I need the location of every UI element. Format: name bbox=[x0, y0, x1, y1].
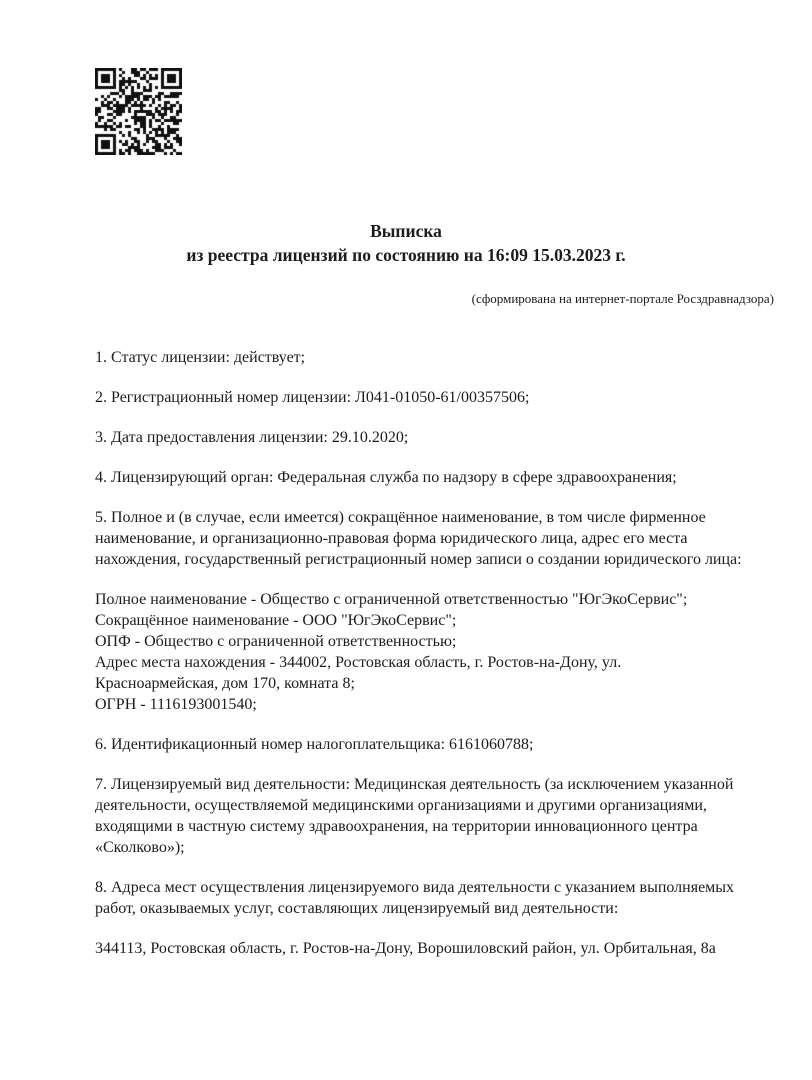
document-body bbox=[95, 347, 746, 959]
item-licensing-authority: 4. Лицензирующий орган: Федеральная служба по надзору в сфере здравоохранения; bbox=[95, 469, 677, 486]
item-licensed-activity: 7. Лицензируемый вид деятельности: Медицинская деятельность (за исключением указанной деятельности, осуществляемой медицинскими организациями и другими организациями, входящими в частную систему здравоохранения, на территории инновационного центра «Сколково»); bbox=[95, 776, 734, 856]
title-line-1: Выписка bbox=[370, 221, 442, 241]
subtitle-row bbox=[0, 290, 812, 307]
item-taxpayer-number: 6. Идентификационный номер налогоплательщика: 6161060788; bbox=[95, 736, 534, 753]
org-short-name: Сокращённое наименование - ООО "ЮгЭкоСервис"; bbox=[95, 612, 457, 629]
qr-code-icon bbox=[95, 68, 182, 155]
org-address: Адрес места нахождения - 344002, Ростовская область, г. Ростов-на-Дону, ул. Красноармейская, дом 170, комната 8; bbox=[95, 654, 622, 692]
item-activity-addresses-heading: 8. Адреса мест осуществления лицензируемого вида деятельности с указанием выполняемых работ, оказываемых услуг, составляющих лицензируемый вид деятельности: bbox=[95, 879, 735, 917]
org-full-name: Полное наименование - Общество с ограниченной ответственностью "ЮгЭкоСервис"; bbox=[95, 591, 688, 608]
generated-on-portal-note: (сформирована на интернет-портале Росздравнадзора) bbox=[471, 291, 774, 306]
title-line-2: из реестра лицензий по состоянию на 16:09 15.03.2023 г. bbox=[186, 245, 626, 265]
org-details-block bbox=[95, 589, 746, 715]
org-ogrn: ОГРН - 1116193001540; bbox=[95, 696, 257, 713]
org-legal-form: ОПФ - Общество с ограниченной ответственностью; bbox=[95, 633, 457, 650]
activity-address-line: 344113, Ростовская область, г. Ростов-на-Дону, Ворошиловский район, ул. Орбитальная, 8а bbox=[95, 940, 716, 957]
item-license-status: 1. Статус лицензии: действует; bbox=[95, 349, 306, 366]
item-registration-number: 2. Регистрационный номер лицензии: Л041-01050-61/00357506; bbox=[95, 389, 530, 406]
item-grant-date: 3. Дата предоставления лицензии: 29.10.2020; bbox=[95, 429, 409, 446]
item-org-info-heading: 5. Полное и (в случае, если имеется) сокращённое наименование, в том числе фирменное наименование, и организационно-правовая форма юридического лица, адрес его места нахождения, государственный регистрационный номер записи о создании юридического лица: bbox=[95, 509, 742, 568]
